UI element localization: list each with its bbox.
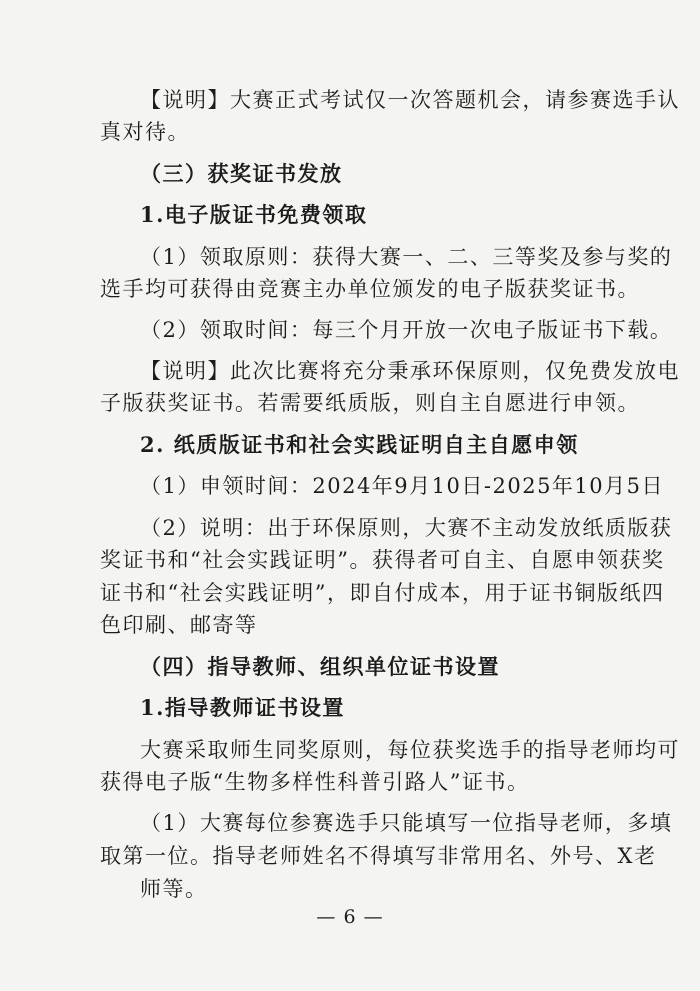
teacher-rule-line1: （1）大赛每位参赛选手只能填写一位指导老师，多填 [140, 811, 673, 835]
explanation-line3: 证书和“社会实践证明”，即自付成本，用于证书铜版纸四 [100, 581, 665, 605]
section-4-heading: （四）指导教师、组织单位证书设置 [140, 654, 500, 679]
apply-time: （1）申领时间：2024年9月10日-2025年10月5日 [140, 474, 665, 498]
note-exam-once-line1: 【说明】大赛正式考试仅一次答题机会，请参赛选手认 [140, 88, 680, 112]
claim-principle-line1: （1）领取原则：获得大赛一、二、三等奖及参与奖的 [140, 245, 673, 269]
explanation-line1: （2）说明：出于环保原则，大赛不主动发放纸质版获 [140, 516, 673, 540]
note-eco-line1: 【说明】此次比赛将充分秉承环保原则，仅免费发放电 [140, 359, 680, 383]
section-3-heading: （三）获奖证书发放 [140, 161, 343, 186]
teacher-principle-line1: 大赛采取师生同奖原则，每位获奖选手的指导老师均可 [140, 738, 680, 762]
claim-time: （2）领取时间：每三个月开放一次电子版证书下载。 [140, 318, 673, 342]
claim-principle-line2: 选手均可获得由竞赛主办单位颁发的电子版获奖证书。 [100, 277, 640, 301]
explanation-line2: 奖证书和“社会实践证明”。获得者可自主、自愿申领获奖 [100, 548, 665, 572]
note-eco-line2: 子版获奖证书。若需要纸质版，则自主自愿进行申领。 [100, 391, 640, 415]
subsection-teacher-heading: 1.指导教师证书设置 [140, 695, 345, 720]
subsection-2-heading: 2. 纸质版证书和社会实践证明自主自愿申领 [140, 432, 579, 457]
teacher-rule-line2: 取第一位。指导老师姓名不得填写非常用名、外号、X老 [100, 844, 657, 868]
subsection-1-heading: 1.电子版证书免费领取 [140, 202, 368, 227]
note-exam-once-line2: 真对待。 [100, 120, 190, 144]
explanation-line4: 色印刷、邮寄等 [100, 613, 258, 637]
teacher-principle-line2: 获得电子版“生物多样性科普引路人”证书。 [100, 770, 530, 794]
teacher-rule-line3: 师等。 [140, 877, 208, 901]
page-number: — 6 — [316, 906, 384, 928]
